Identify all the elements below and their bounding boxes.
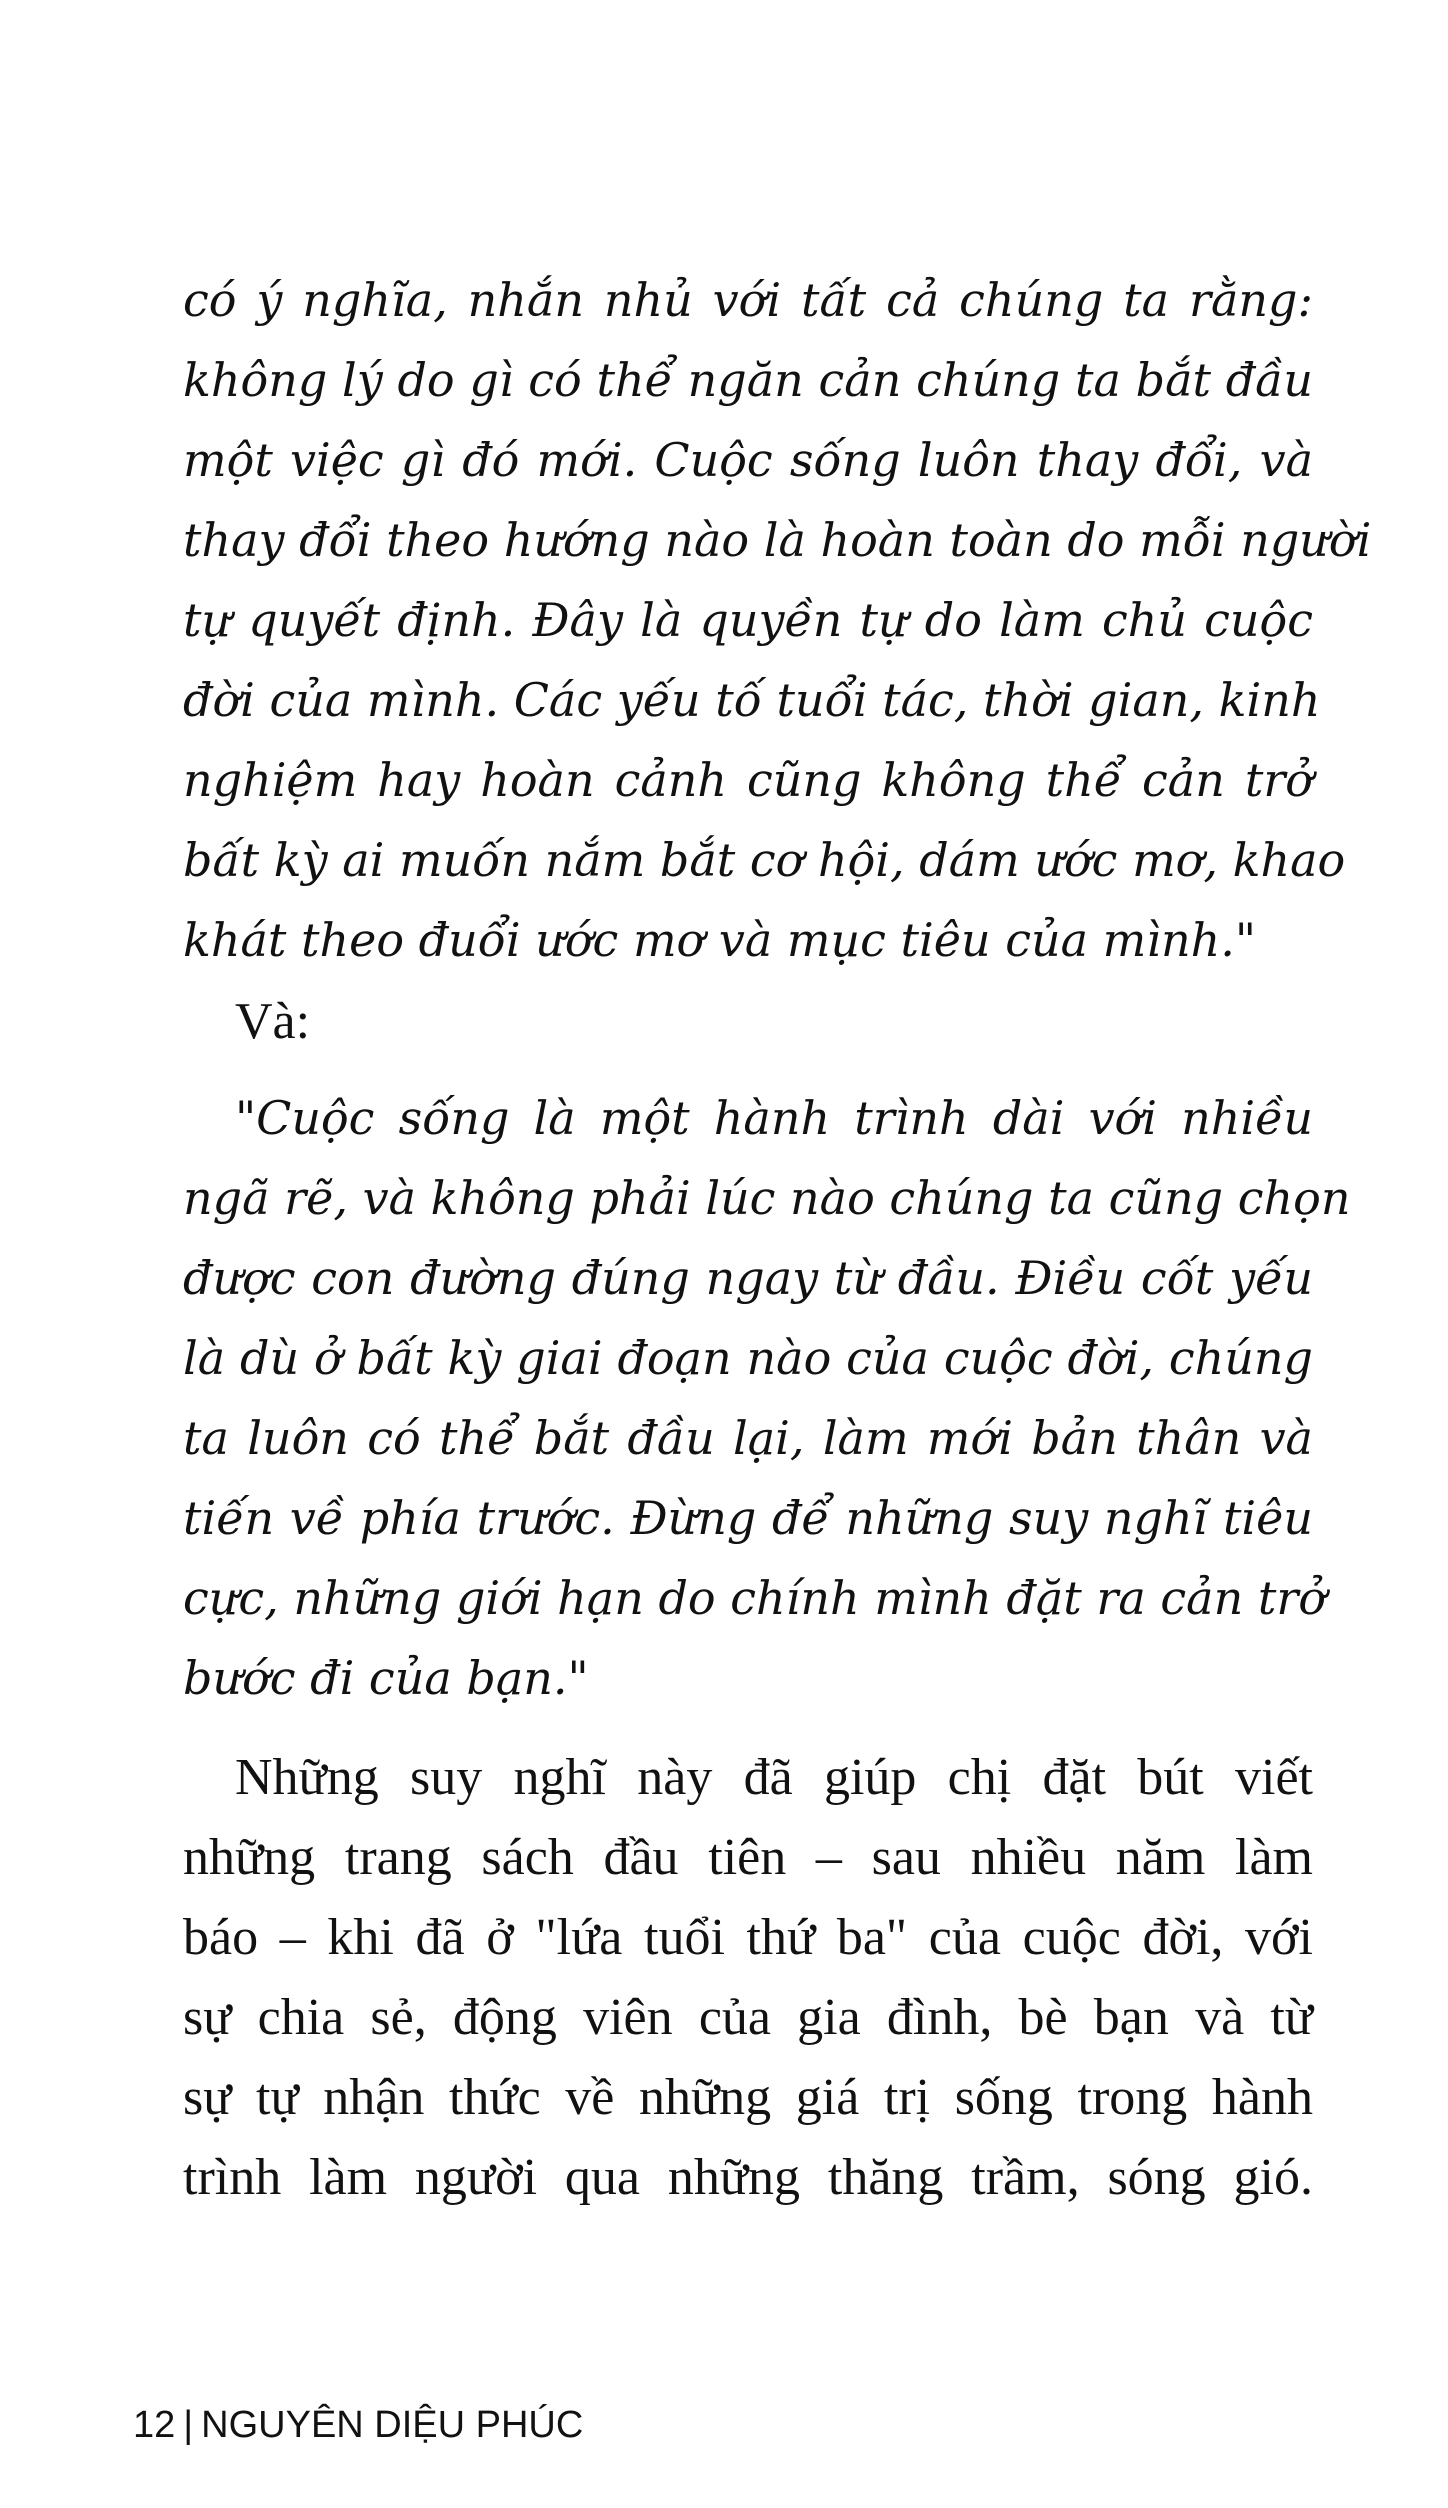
body-text-line: khát theo đuổi ước mơ và mục tiêu của mình." bbox=[183, 913, 1257, 967]
page-number: 12 bbox=[133, 2404, 176, 2446]
body-text-line: những trang sách đầu tiên – sau nhiều năm làm bbox=[183, 1829, 1313, 1886]
body-text-line: Những suy nghĩ này đã giúp chị đặt bút viết bbox=[235, 1749, 1313, 1806]
body-text-line: trình làm người qua những thăng trầm, sóng gió. bbox=[183, 2149, 1313, 2206]
quote-text-line: tiến về phía trước. Đừng để những suy nghĩ tiêu bbox=[183, 1491, 1313, 1545]
body-text-line: thay đổi theo hướng nào là hoàn toàn do mỗi người bbox=[183, 513, 1372, 567]
quote-text-line: cực, những giới hạn do chính mình đặt ra cản trở bbox=[183, 1571, 1327, 1625]
body-text-line: nghiệm hay hoàn cảnh cũng không thể cản trở bbox=[183, 753, 1313, 807]
footer-separator: | bbox=[183, 2404, 194, 2446]
body-text-line: báo – khi đã ở "lứa tuổi thứ ba" của cuộc đời, với bbox=[183, 1909, 1313, 1966]
connector-text: Và: bbox=[235, 993, 311, 1050]
quote-text-line: ta luôn có thể bắt đầu lại, làm mới bản thân và bbox=[183, 1411, 1313, 1465]
quote-text-line: ngã rẽ, và không phải lúc nào chúng ta cũng chọn bbox=[183, 1171, 1351, 1225]
quote-text-line: được con đường đúng ngay từ đầu. Điều cốt yếu bbox=[183, 1251, 1313, 1305]
author-name: NGUYÊN DIỆU PHÚC bbox=[201, 2404, 584, 2446]
quote-text-line: "Cuộc sống là một hành trình dài với nhiều bbox=[235, 1091, 1313, 1145]
body-text-line: sự chia sẻ, động viên của gia đình, bè bạn và từ bbox=[183, 1989, 1313, 2046]
quote-text-line: là dù ở bất kỳ giai đoạn nào của cuộc đời, chúng bbox=[183, 1331, 1313, 1385]
page-footer bbox=[133, 2402, 583, 2448]
body-text-line: một việc gì đó mới. Cuộc sống luôn thay đổi, và bbox=[183, 433, 1313, 487]
body-text-line: đời của mình. Các yếu tố tuổi tác, thời gian, kinh bbox=[183, 673, 1321, 727]
body-text-line: tự quyết định. Đây là quyền tự do làm chủ cuộc bbox=[183, 593, 1313, 647]
body-text-line: bất kỳ ai muốn nắm bắt cơ hội, dám ước mơ, khao bbox=[183, 833, 1346, 887]
quote-text-line: bước đi của bạn." bbox=[183, 1651, 589, 1705]
body-text-line: không lý do gì có thể ngăn cản chúng ta bắt đầu bbox=[183, 353, 1313, 407]
body-text-line: sự tự nhận thức về những giá trị sống trong hành bbox=[183, 2069, 1313, 2126]
body-text-line: có ý nghĩa, nhắn nhủ với tất cả chúng ta rằng: bbox=[183, 273, 1313, 327]
